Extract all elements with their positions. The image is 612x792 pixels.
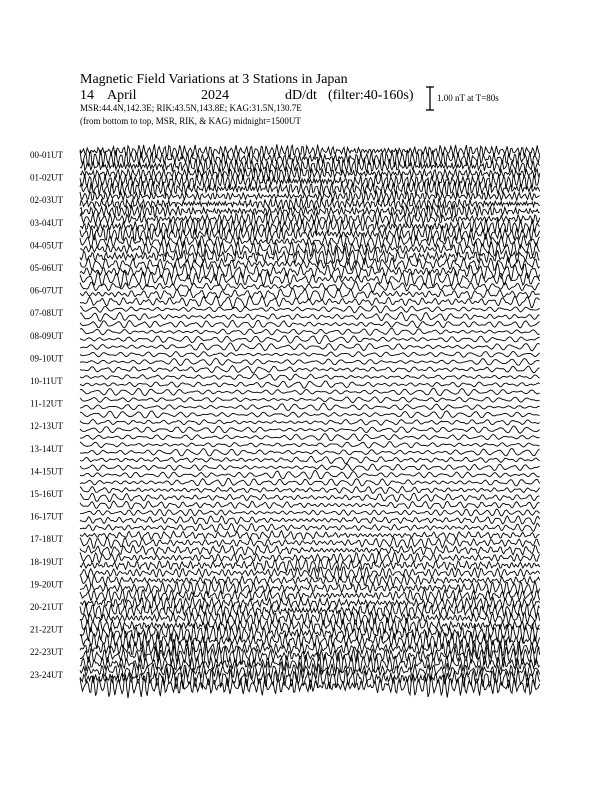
trace-msr xyxy=(80,388,540,396)
hour-label: 13-14UT xyxy=(30,443,63,454)
trace-rik xyxy=(80,288,540,300)
trace-kag xyxy=(80,464,540,470)
hour-label: 22-23UT xyxy=(30,647,63,658)
trace-msr xyxy=(80,343,540,351)
trace-group xyxy=(80,144,540,698)
quantity-label: dD/dt xyxy=(285,88,317,103)
hour-label: 08-09UT xyxy=(30,330,63,341)
hour-label: 07-08UT xyxy=(30,308,63,319)
trace-rik xyxy=(80,516,540,525)
hour-label: 19-20UT xyxy=(30,579,63,590)
trace-kag xyxy=(80,374,540,380)
trace-msr xyxy=(80,434,540,441)
hour-label: 09-10UT xyxy=(30,353,63,364)
trace-kag xyxy=(80,328,540,335)
trace-kag xyxy=(80,486,540,493)
trace-kag xyxy=(80,306,540,313)
hour-label: 00-01UT xyxy=(30,150,63,160)
trace-msr xyxy=(80,478,540,486)
trace-rik xyxy=(80,559,540,572)
trace-kag xyxy=(80,281,540,292)
trace-rik xyxy=(80,312,540,321)
hour-labels xyxy=(30,150,63,680)
trace-kag xyxy=(80,531,540,540)
chart-title: Magnetic Field Variations at 3 Stations in Japan xyxy=(80,72,348,87)
hour-label: 14-15UT xyxy=(30,466,63,477)
trace-rik xyxy=(80,381,540,388)
trace-msr xyxy=(80,523,540,531)
station-order-note: (from bottom to top, MSR, RIK, & KAG) midnight=1500UT xyxy=(80,116,301,126)
trace-msr xyxy=(80,589,540,602)
trace-kag xyxy=(80,397,540,403)
trace-rik xyxy=(80,448,540,455)
trace-rik xyxy=(80,198,540,210)
scale-bar xyxy=(426,87,434,110)
trace-rik xyxy=(80,493,540,502)
hour-label: 21-22UT xyxy=(30,624,63,635)
trace-kag xyxy=(80,442,540,448)
scale-bar-label: 1.00 nT at T=80s xyxy=(437,93,499,103)
trace-rik xyxy=(80,240,540,257)
hour-label: 15-16UT xyxy=(30,489,63,499)
hour-label: 05-06UT xyxy=(30,263,63,273)
trace-kag xyxy=(80,213,540,226)
trace-kag xyxy=(80,509,540,516)
trace-kag xyxy=(80,419,540,425)
date-year: 2024 xyxy=(201,88,229,103)
filter-label: (filter:40-160s) xyxy=(328,88,414,103)
trace-kag xyxy=(80,552,540,564)
date-day: 14 xyxy=(80,88,94,103)
hour-label: 11-12UT xyxy=(30,398,63,409)
trace-rik xyxy=(80,358,540,365)
trace-msr xyxy=(80,456,540,463)
hour-label: 20-21UT xyxy=(30,602,63,612)
hour-label: 23-24UT xyxy=(30,669,63,680)
hour-label: 04-05UT xyxy=(30,240,63,251)
trace-kag xyxy=(80,234,540,248)
trace-kag xyxy=(80,351,540,357)
trace-msr xyxy=(80,545,540,555)
trace-msr xyxy=(80,411,540,418)
station-coordinates: MSR:44.4N,142.3E; RIK:43.5N,143.8E; KAG:31.5N,130.7E xyxy=(80,103,302,113)
hour-label: 03-04UT xyxy=(30,217,63,228)
hour-label: 18-19UT xyxy=(30,556,63,567)
hour-label: 12-13UT xyxy=(30,421,63,432)
hour-label: 16-17UT xyxy=(30,511,63,522)
hour-label: 06-07UT xyxy=(30,285,63,296)
trace-msr xyxy=(80,610,540,624)
hour-label: 01-02UT xyxy=(30,172,63,183)
hour-label: 02-03UT xyxy=(30,195,63,206)
trace-rik xyxy=(80,470,540,479)
hour-label: 10-11UT xyxy=(30,376,63,386)
trace-rik xyxy=(80,537,540,548)
trace-rik xyxy=(80,403,540,410)
trace-rik xyxy=(80,426,540,433)
date-month: April xyxy=(107,88,137,103)
trace-msr xyxy=(80,320,540,328)
trace-msr xyxy=(80,501,540,509)
trace-msr xyxy=(80,366,540,374)
trace-rik xyxy=(80,335,540,343)
hour-label: 17-18UT xyxy=(30,534,63,545)
